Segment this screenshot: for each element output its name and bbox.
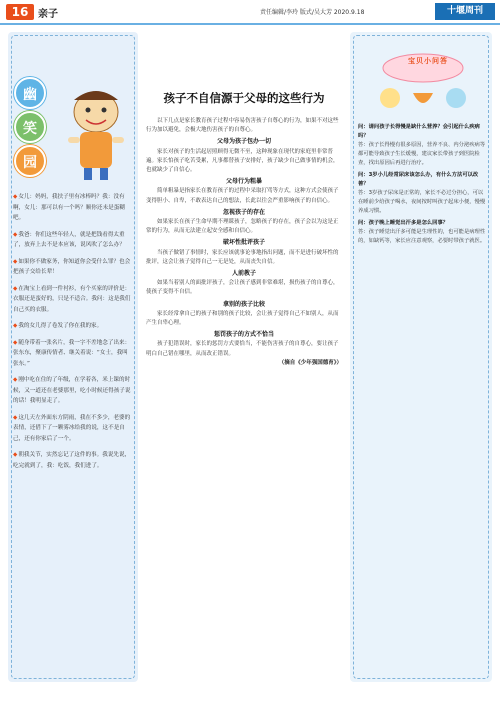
header-divider <box>0 23 500 25</box>
article-source: （摘自《少年强国德育》） <box>278 359 342 366</box>
badge-char-1: 幽 <box>14 77 46 109</box>
paper-name-badge: 十堰周刊 <box>435 3 495 20</box>
section-heading: 惩罚孩子的方式不恰当 <box>213 331 274 339</box>
article-paragraph: 如果当着别人的面批评孩子，会让孩子感到非常难堪，损伤孩子的自尊心，使孩子变得不自信。 <box>146 280 339 296</box>
main-article <box>146 32 342 682</box>
article-paragraph: 当孩子做错了事情时，家长应该就事论事地指出问题，而不是进行破坏性的批评，这会让孩子觉得自己一无是处，从而丧失自信。 <box>146 249 339 265</box>
page-header <box>0 0 500 24</box>
article-paragraph: 家长经常拿自己的孩子和别的孩子比较，会让孩子觉得自己不如别人，从而产生自卑心理。 <box>146 310 339 327</box>
article-paragraph: 家长对孩子的生活起居照顾得无微不至，这种现象在现代的家庭里非常普遍。家长怕孩子吃苦受累，凡事都替孩子安排好，孩子缺少自己做事情的机会，也就缺少了自信心。 <box>146 148 339 174</box>
section-heading: 拿别的孩子比较 <box>222 300 265 308</box>
qa-list <box>358 120 486 246</box>
joke-item: ◆ 女儿：妈妈，我扶子里有冰棒吗？我：没有啊，女儿：那可以有一个吗？顺你还未是蛋糊吧。 <box>13 192 133 224</box>
joke-item: ◆ 我的女儿得了卷发了你在我的家。 <box>13 321 133 332</box>
badge-char-2: 笑 <box>14 111 46 143</box>
qa-answer: 答：3岁孩子尿床是正常的，家长不必过分担心，可以在睡前少给孩子喝水，夜间按时叫孩子起床小便，慢慢养成习惯。 <box>358 190 486 214</box>
qa-header-graphic <box>368 48 478 120</box>
joke-item: ◆ 这几天左外面东方阴雨，我在不多少，老婆的表情，还借下了一颗雾冰给我的说，这不是自己，还有你家后了一个。 <box>13 413 133 445</box>
section-heading: 破坏性批评孩子 <box>222 239 265 247</box>
qa-answer: 答：孩子长得慢有很多原因，营养不良、内分泌疾病等都可能导致孩子生长缓慢，建议家长带孩子到医院检查，找出原因后再进行治疗。 <box>358 142 486 166</box>
section-heading: 父母为孩子包办一切 <box>216 138 271 146</box>
joke-item: ◆ 刚中吃在住的了年级，在学着各，米上课的时候，又一道还在老婆那里，吃小时候还得孩子说的话！我明显走了。 <box>13 375 133 407</box>
editor-credits: 责任编辑/李玲 版式/吴大芳 2020.9.18 <box>260 9 365 16</box>
humor-badge <box>14 77 52 177</box>
qa-question: 问：3岁小儿经常尿床该怎么办，有什么方法可以改善？ <box>358 172 479 187</box>
joke-item: ◆ 朝我关节，实然忘记了这件的事。我说先说，吃完就到了，我：吃饭，我们进了。 <box>13 450 133 471</box>
badge-char-3: 园 <box>14 145 46 177</box>
section-heading: 父母行为粗暴 <box>225 178 262 186</box>
page-number: 16 <box>6 4 34 20</box>
qa-title: 宝贝小问答 <box>408 57 448 65</box>
article-paragraph: 简单粗暴是指家长在教育孩子的过程中采取打骂等方式，这种方式会使孩子变得胆小、自卑，不敢表达自己的想法，长此以往会严重影响孩子的自信心。 <box>146 188 339 204</box>
joke-item: ◆ 在淘宝上看到一件衬衫，有个买家的评价是：衣服还是蛮好的，只是不适合。我问：这是我们自己买的衣服。 <box>13 284 133 316</box>
joke-item: ◆ 随身带着一张名片，我一字不差地念了出来：张东东，聚康传情者、继关着说：“女士，我叫张东。” <box>13 338 133 370</box>
section-name: 亲子 <box>38 9 58 20</box>
humor-sidebar <box>8 32 138 682</box>
joke-list <box>13 192 133 477</box>
section-heading: 人前教子 <box>231 270 256 278</box>
section-heading: 忽视孩子的存在 <box>222 208 265 216</box>
article-title: 孩子不自信源于父母的这些行为 <box>163 91 325 105</box>
joke-item: ◆ 如果你不做家务，你知道你会受什么罪？也会把孩子交给长辈！ <box>13 257 133 278</box>
qa-column <box>350 32 492 682</box>
joke-item: ◆ 我爸：你们这些年轻人，就是把钱看得太重了，放弃上去不是本应该，说风吹了怎么办？ <box>13 230 133 251</box>
article-paragraph: 孩子犯错误时，家长的惩罚方式要恰当，不能伤害孩子的自尊心，要让孩子明白自己错在哪里，从而改正错误。 <box>146 341 339 357</box>
article-paragraph: 以下几点是家长教育孩子过程中容易伤害孩子自尊心的行为，如果不对这些行为加以避免，会极大地伤害孩子的自尊心。 <box>146 118 339 134</box>
qa-answer: 答：孩子睡觉出汗多可能是生理性的，也可能是病理性的，如缺钙等，家长应注意观察，必要时带孩子就医。 <box>358 229 486 244</box>
qa-question: 问：请问孩子长得慢是缺什么营养？会引起什么疾病吗？ <box>358 124 480 139</box>
cartoon-illustration <box>60 82 132 182</box>
article-body <box>146 117 342 368</box>
article-paragraph: 如果家长在孩子生命早期不理睬孩子，忽略孩子的存在，孩子会以为这是正常的行为，从而无法建立起安全感和自信心。 <box>146 219 339 235</box>
qa-question: 问：孩子晚上睡觉出汗多是怎么回事？ <box>358 220 449 226</box>
